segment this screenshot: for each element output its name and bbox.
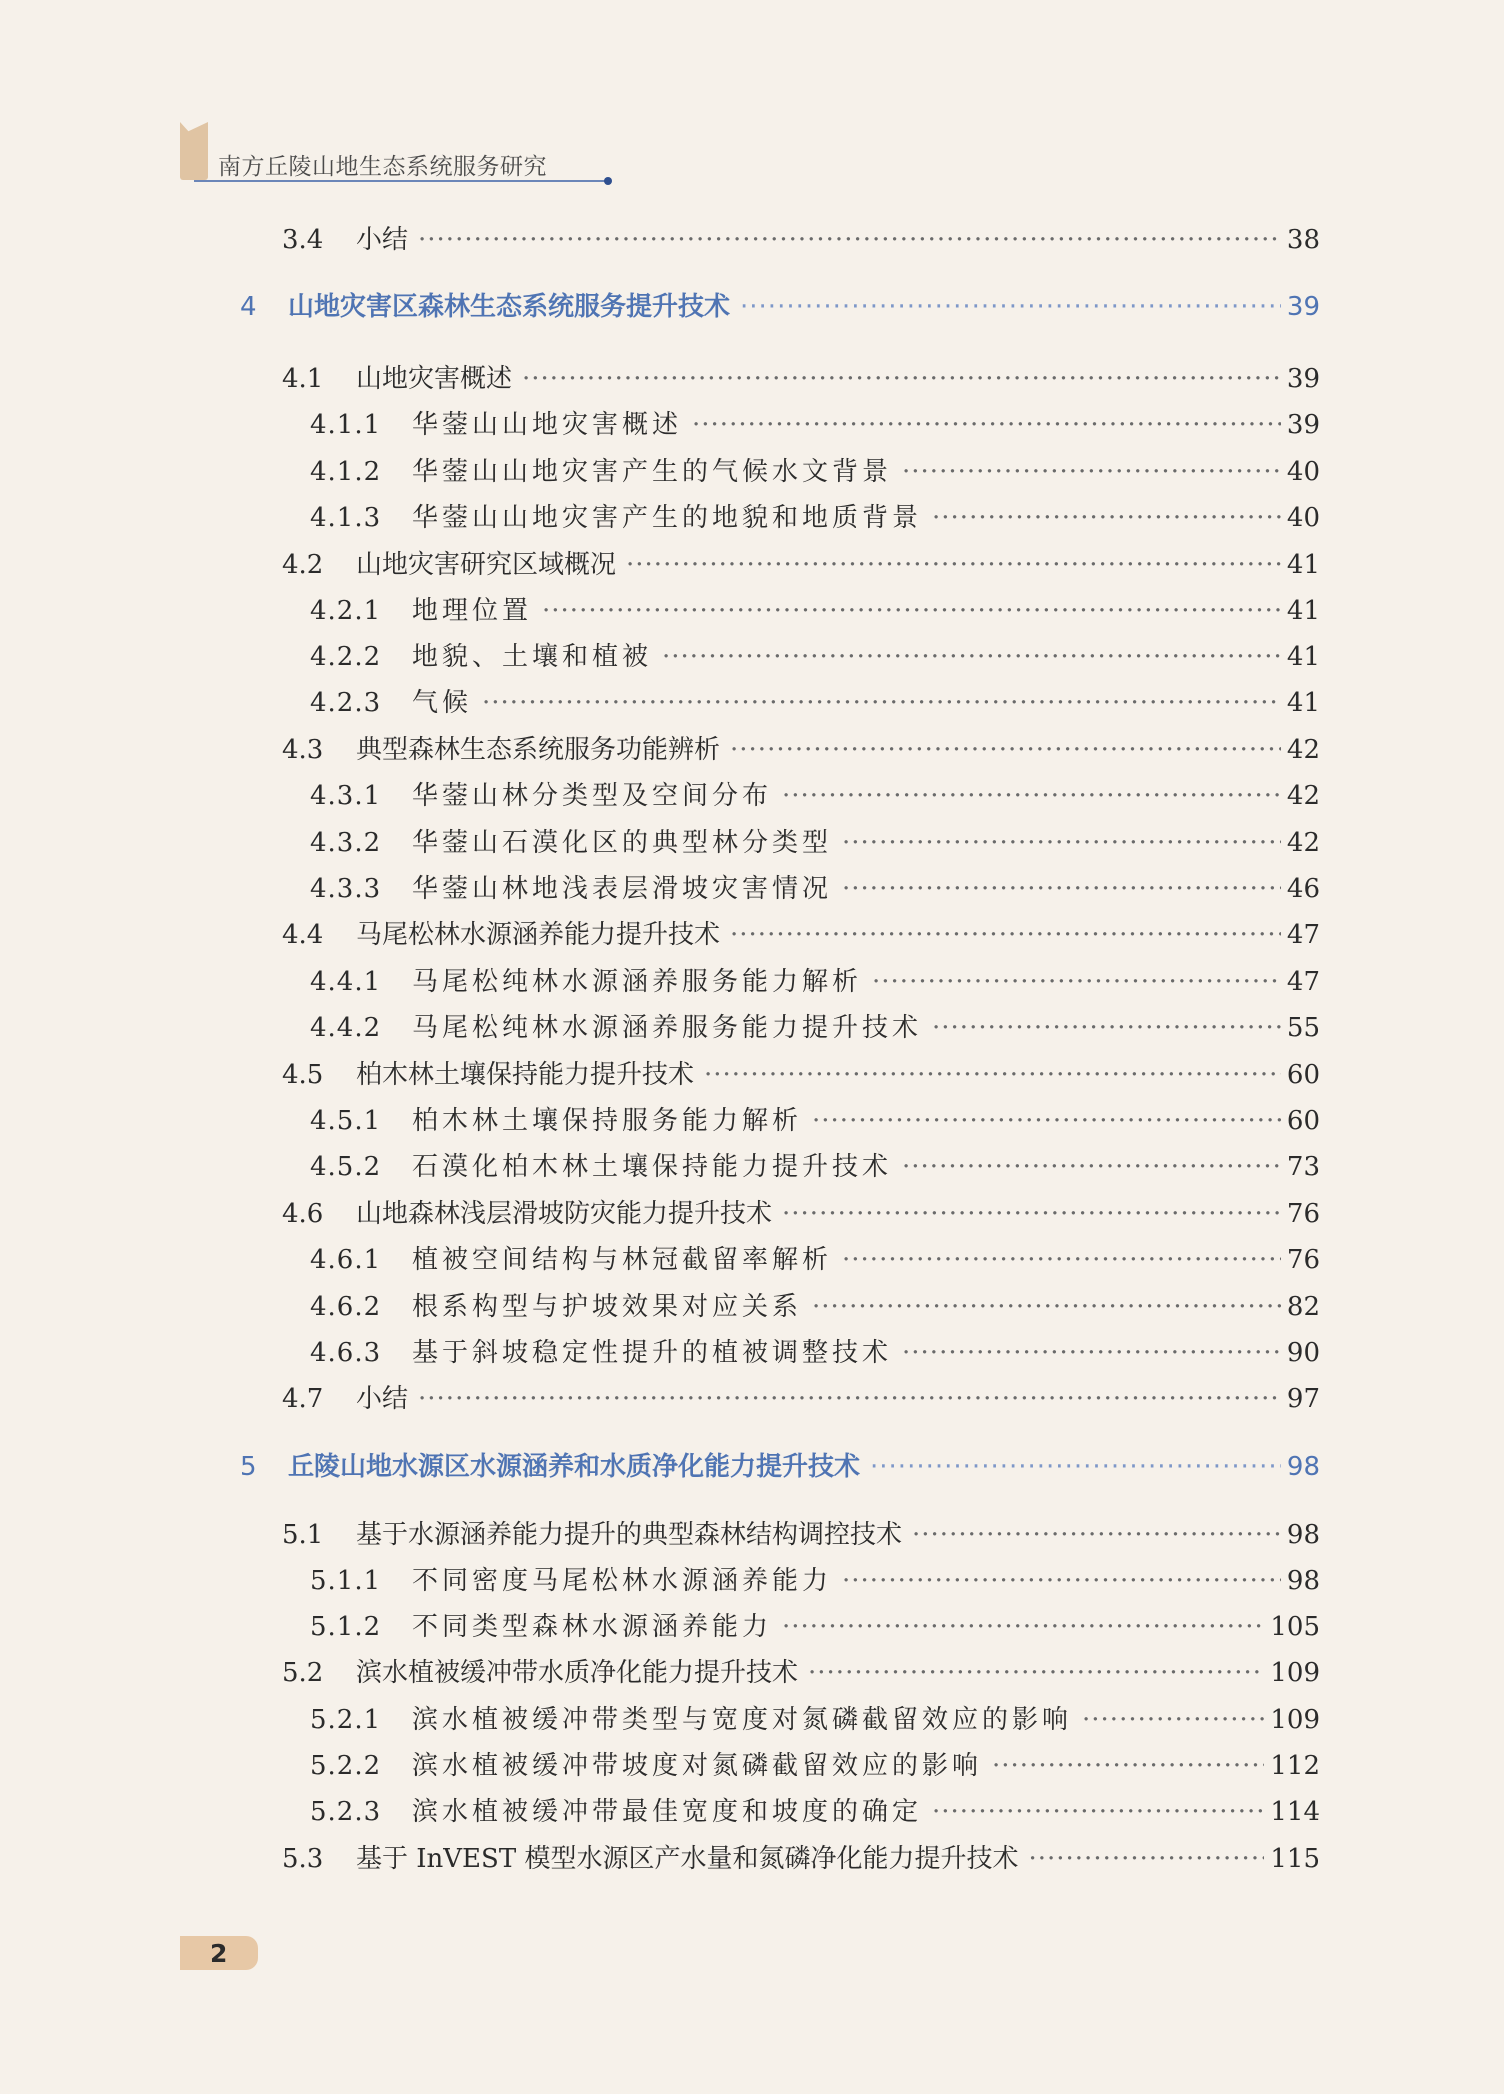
toc-entry[interactable]	[282, 1194, 1320, 1234]
toc-entry-number: 5.1.2	[310, 1612, 382, 1642]
toc-chapter-entry[interactable]	[240, 287, 1320, 327]
toc-entry[interactable]	[282, 730, 1320, 770]
toc-entry-title: 华蓥山山地灾害概述	[412, 410, 683, 440]
dot-leader	[812, 1287, 1281, 1327]
toc-entry-page: 39	[1286, 364, 1320, 394]
toc-entry-number: 5.1	[282, 1520, 324, 1550]
toc-entry-number: 4.6	[282, 1199, 324, 1229]
toc-entry-page: 41	[1286, 642, 1320, 672]
toc-entry-title: 华蓥山林分类型及空间分布	[412, 781, 773, 811]
toc-entry[interactable]	[310, 869, 1320, 909]
toc-entry[interactable]	[310, 1101, 1320, 1141]
toc-entry-number: 4.1.2	[310, 457, 382, 487]
toc-entry[interactable]	[310, 591, 1320, 631]
toc-entry[interactable]	[310, 637, 1320, 677]
toc-entry-title: 滨水植被缓冲带类型与宽度对氮磷截留效应的影响	[412, 1705, 1073, 1735]
toc-entry-number: 4.1.1	[310, 410, 382, 440]
toc-entry[interactable]	[310, 683, 1320, 723]
dot-leader	[740, 287, 1281, 327]
toc-entry-number: 4.1.3	[310, 503, 382, 533]
toc-entry-page: 60	[1286, 1106, 1320, 1136]
toc-entry-title: 植被空间结构与林冠截留率解析	[412, 1245, 833, 1275]
toc-entry[interactable]	[282, 359, 1320, 399]
toc-entry-title: 地理位置	[412, 596, 533, 626]
toc-entry-title: 基于斜坡稳定性提升的植被调整技术	[412, 1338, 893, 1368]
toc-entry-title: 不同类型森林水源涵养能力	[412, 1612, 773, 1642]
toc-entry[interactable]	[310, 823, 1320, 863]
toc-entry-title: 地貌、土壤和植被	[412, 642, 653, 672]
dot-leader	[808, 1653, 1264, 1693]
toc-entry-number: 4.2.3	[310, 688, 382, 718]
dot-leader	[704, 1055, 1281, 1095]
toc-entry[interactable]	[310, 1333, 1320, 1373]
toc-entry-page: 41	[1286, 550, 1320, 580]
dot-leader	[1082, 1700, 1264, 1740]
toc-entry-page: 42	[1286, 781, 1320, 811]
toc-entry-page: 42	[1286, 735, 1320, 765]
toc-entry-title: 山地灾害区森林生态系统服务提升技术	[288, 292, 731, 322]
dot-leader	[782, 1194, 1281, 1234]
toc-entry[interactable]	[282, 1379, 1320, 1419]
dot-leader	[626, 545, 1281, 585]
toc-entry-number: 4.1	[282, 364, 324, 394]
toc-entry-page: 109	[1270, 1658, 1320, 1688]
toc-entry-page: 112	[1270, 1751, 1320, 1781]
toc-entry[interactable]	[310, 1607, 1320, 1647]
toc-entry[interactable]	[282, 545, 1320, 585]
toc-entry-number: 4.2.2	[310, 642, 382, 672]
toc-entry-title: 华蓥山石漠化区的典型林分类型	[412, 828, 833, 858]
toc-entry-number: 4.6.3	[310, 1338, 382, 1368]
toc-entry-title: 滨水植被缓冲带水质净化能力提升技术	[356, 1658, 799, 1688]
toc-entry-page: 76	[1286, 1199, 1320, 1229]
dot-leader	[418, 220, 1281, 260]
toc-entry-title: 基于水源涵养能力提升的典型森林结构调控技术	[356, 1520, 903, 1550]
toc-chapter-entry[interactable]	[240, 1447, 1320, 1487]
toc-entry-number: 5.2	[282, 1658, 324, 1688]
toc-entry-title: 华蓥山山地灾害产生的地貌和地质背景	[412, 503, 923, 533]
toc-entry-page: 60	[1286, 1060, 1320, 1090]
toc-entry[interactable]	[310, 1008, 1320, 1048]
toc-entry-page: 39	[1286, 410, 1320, 440]
toc-entry-page: 82	[1286, 1292, 1320, 1322]
toc-entry-number: 4.3.2	[310, 828, 382, 858]
dot-leader	[730, 915, 1281, 955]
toc-entry[interactable]	[310, 776, 1320, 816]
toc-entry-page: 40	[1286, 457, 1320, 487]
toc-entry-page: 47	[1286, 967, 1320, 997]
toc-entry-title: 基于 InVEST 模型水源区产水量和氮磷净化能力提升技术	[356, 1844, 1019, 1874]
dot-leader	[662, 637, 1281, 677]
toc-entry-title: 柏木林土壤保持能力提升技术	[356, 1060, 695, 1090]
dot-leader	[482, 683, 1281, 723]
dot-leader	[418, 1379, 1281, 1419]
dot-leader	[872, 962, 1281, 1002]
header-rule	[194, 180, 608, 182]
toc-entry-number: 4.7	[282, 1384, 324, 1414]
dot-leader	[782, 1607, 1264, 1647]
toc-entry-page: 76	[1286, 1245, 1320, 1275]
toc-entry[interactable]	[310, 1147, 1320, 1187]
toc-entry[interactable]	[310, 405, 1320, 445]
toc-entry-number: 5	[240, 1452, 257, 1482]
page-number-badge	[180, 1936, 258, 1970]
toc-entry-number: 4.6.2	[310, 1292, 382, 1322]
toc-entry-page: 42	[1286, 828, 1320, 858]
dot-leader	[912, 1515, 1281, 1555]
toc-entry-page: 115	[1270, 1844, 1320, 1874]
dot-leader	[730, 730, 1281, 770]
dot-leader	[812, 1101, 1281, 1141]
toc-entry-title: 马尾松纯林水源涵养服务能力提升技术	[412, 1013, 923, 1043]
toc-entry-page: 98	[1286, 1566, 1320, 1596]
dot-leader	[842, 823, 1281, 863]
dot-leader	[782, 776, 1281, 816]
dot-leader	[992, 1746, 1264, 1786]
toc-entry-page: 105	[1270, 1612, 1320, 1642]
dot-leader	[542, 591, 1281, 631]
toc-entry[interactable]	[282, 1839, 1320, 1879]
toc-entry-page: 40	[1286, 503, 1320, 533]
toc-entry-number: 4.3.1	[310, 781, 382, 811]
dot-leader	[842, 1240, 1281, 1280]
toc-entry[interactable]	[282, 1055, 1320, 1095]
toc-entry-number: 4.4.1	[310, 967, 382, 997]
toc-entry-page: 38	[1286, 225, 1320, 255]
dot-leader	[902, 452, 1281, 492]
toc-entry-title: 山地森林浅层滑坡防灾能力提升技术	[356, 1199, 773, 1229]
toc-entry-number: 5.1.1	[310, 1566, 382, 1596]
toc-entry-number: 4.5.2	[310, 1152, 382, 1182]
toc-entry-page: 46	[1286, 874, 1320, 904]
toc-entry[interactable]	[310, 1746, 1320, 1786]
toc-entry[interactable]	[310, 962, 1320, 1002]
toc-entry-number: 4.6.1	[310, 1245, 382, 1275]
toc-entry-title: 丘陵山地水源区水源涵养和水质净化能力提升技术	[288, 1452, 861, 1482]
toc-entry-page: 98	[1286, 1452, 1320, 1482]
toc-entry-title: 滨水植被缓冲带最佳宽度和坡度的确定	[412, 1797, 923, 1827]
dot-leader	[902, 1147, 1281, 1187]
toc-entry-page: 41	[1286, 596, 1320, 626]
toc-entry-title: 马尾松纯林水源涵养服务能力解析	[412, 967, 863, 997]
toc-entry-number: 4.4	[282, 920, 324, 950]
dot-leader	[692, 405, 1281, 445]
toc-entry[interactable]	[282, 1653, 1320, 1693]
toc-entry-number: 5.2.3	[310, 1797, 382, 1827]
toc-entry-number: 4.5	[282, 1060, 324, 1090]
toc-entry-number: 4.3.3	[310, 874, 382, 904]
toc-entry-page: 114	[1270, 1797, 1320, 1827]
toc-entry[interactable]	[310, 1700, 1320, 1740]
toc-entry[interactable]	[310, 498, 1320, 538]
toc-entry-number: 4.2.1	[310, 596, 382, 626]
toc-entry-number: 4.4.2	[310, 1013, 382, 1043]
toc-entry-number: 4.5.1	[310, 1106, 382, 1136]
toc-entry-title: 小结	[356, 1384, 409, 1414]
toc-entry-title: 气候	[412, 688, 473, 718]
toc-entry-title: 典型森林生态系统服务功能辨析	[356, 735, 721, 765]
dot-leader	[842, 869, 1281, 909]
book-title: 南方丘陵山地生态系统服务研究	[218, 154, 547, 180]
toc-entry-page: 41	[1286, 688, 1320, 718]
toc-entry-number: 3.4	[282, 225, 324, 255]
toc-entry-page: 109	[1270, 1705, 1320, 1735]
toc-entry[interactable]	[310, 1792, 1320, 1832]
dot-leader	[932, 1792, 1264, 1832]
dot-leader	[932, 1008, 1281, 1048]
toc-entry-title: 山地灾害研究区域概况	[356, 550, 617, 580]
toc-entry[interactable]	[310, 452, 1320, 492]
toc-entry-page: 73	[1286, 1152, 1320, 1182]
toc-entry-number: 5.3	[282, 1844, 324, 1874]
toc-entry-title: 柏木林土壤保持服务能力解析	[412, 1106, 803, 1136]
header-bookmark-tab	[180, 122, 208, 180]
toc-entry-number: 4.2	[282, 550, 324, 580]
toc-entry-title: 不同密度马尾松林水源涵养能力	[412, 1566, 833, 1596]
toc-entry-title: 石漠化柏木林土壤保持能力提升技术	[412, 1152, 893, 1182]
toc-entry-title: 滨水植被缓冲带坡度对氮磷截留效应的影响	[412, 1751, 983, 1781]
toc-entry-title: 小结	[356, 225, 409, 255]
dot-leader	[932, 498, 1281, 538]
dot-leader	[902, 1333, 1281, 1373]
dot-leader	[842, 1561, 1281, 1601]
header-rule-dot	[604, 177, 612, 185]
toc-entry-title: 山地灾害概述	[356, 364, 513, 394]
toc-entry-page: 97	[1286, 1384, 1320, 1414]
dot-leader	[522, 359, 1281, 399]
toc-entry[interactable]	[282, 1515, 1320, 1555]
toc-entry-title: 华蓥山林地浅表层滑坡灾害情况	[412, 874, 833, 904]
toc-entry-number: 5.2.2	[310, 1751, 382, 1781]
dot-leader	[870, 1447, 1281, 1487]
toc-entry-page: 90	[1286, 1338, 1320, 1368]
toc-entry[interactable]	[282, 915, 1320, 955]
toc-entry-page: 39	[1286, 292, 1320, 322]
toc-entry[interactable]	[310, 1287, 1320, 1327]
running-header	[180, 122, 612, 184]
toc-entry-title: 根系构型与护坡效果对应关系	[412, 1292, 803, 1322]
page-number: 2	[210, 1938, 228, 1968]
toc-entry-title: 马尾松林水源涵养能力提升技术	[356, 920, 721, 950]
toc-entry-title: 华蓥山山地灾害产生的气候水文背景	[412, 457, 893, 487]
toc-entry-number: 4.3	[282, 735, 324, 765]
toc-entry[interactable]	[282, 220, 1320, 260]
dot-leader	[1028, 1839, 1264, 1879]
toc-entry-page: 55	[1286, 1013, 1320, 1043]
toc-entry-number: 5.2.1	[310, 1705, 382, 1735]
toc-entry[interactable]	[310, 1561, 1320, 1601]
toc-entry-number: 4	[240, 292, 257, 322]
toc-entry-page: 98	[1286, 1520, 1320, 1550]
toc-entry[interactable]	[310, 1240, 1320, 1280]
toc-entry-page: 47	[1286, 920, 1320, 950]
